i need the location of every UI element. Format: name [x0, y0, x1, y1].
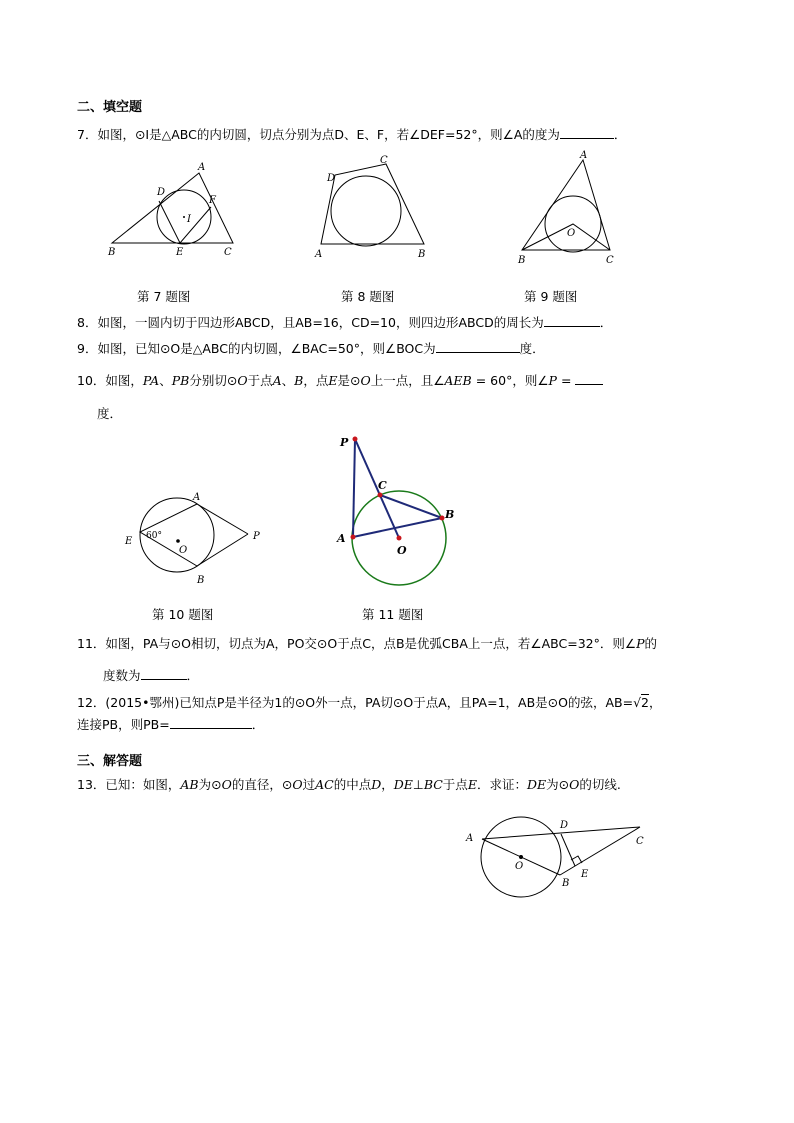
q10-math-O2: O: [360, 373, 371, 388]
fig11-label-C: C: [378, 479, 387, 492]
section-heading-fill-blank: 二、填空题: [77, 100, 143, 115]
question-8: [77, 314, 612, 331]
q13-text-2: 为⊙: [198, 777, 222, 792]
fig10-angle-60: 60°: [146, 531, 162, 541]
q10-math-B: B: [294, 373, 304, 388]
answer-blank-9[interactable]: [436, 340, 520, 353]
question-12-line2-text: 连接PB，则PB=: [77, 717, 170, 732]
fig7-label-F: F: [209, 195, 216, 206]
q13-text-6: ，: [381, 777, 394, 792]
fig11-label-B: B: [445, 508, 455, 521]
fig7-label-C: C: [224, 247, 232, 258]
answer-blank-7[interactable]: [560, 126, 614, 139]
q13-text-11: 的切线.: [579, 777, 621, 792]
q13-math-AB: AB: [180, 777, 199, 792]
figure-9-caption: 第 9 题图: [524, 289, 578, 304]
q13-math-E: E: [467, 777, 477, 792]
q13-text-8: 于点: [442, 777, 468, 792]
question-12-end: ．: [251, 717, 265, 732]
q10-math-PB: PB: [171, 373, 190, 388]
fig7-label-B: B: [108, 247, 116, 258]
question-11-end: ．: [186, 668, 200, 683]
section-heading-solve: 三、解答题: [77, 754, 143, 769]
q10-math-P: P: [548, 373, 557, 388]
question-11-tail: 的: [644, 636, 658, 651]
question-12: [77, 695, 662, 711]
question-7-end: ．: [613, 127, 627, 142]
fig10-label-O: O: [179, 545, 188, 556]
question-10-line2: 度．: [97, 406, 123, 421]
q10-text-4: 于点: [247, 373, 273, 388]
q10-text-8: 上一点，且∠: [370, 373, 445, 388]
q13-text-1: 13．已知：如图，: [77, 777, 181, 792]
fig10-label-A: A: [193, 492, 201, 503]
question-12-tail: ，: [648, 695, 662, 710]
fig11-label-A: A: [337, 532, 346, 545]
fig13-label-D: D: [560, 820, 569, 831]
fig13-label-A: A: [466, 833, 474, 844]
question-12-text: 12．(2015•鄂州)已知点P是半径为1的⊙O外一点，PA切⊙O于点A，且PA=1，AB是⊙O的弦，AB=: [77, 695, 634, 710]
fig13-label-E: E: [581, 869, 589, 880]
fig13-label-C: C: [636, 836, 644, 847]
fig8-label-B: B: [418, 249, 426, 260]
q10-text-2: 、: [159, 373, 172, 388]
figure-8-caption: 第 8 题图: [341, 289, 395, 304]
figure-11-tangent-colored: [335, 430, 460, 590]
question-11-text: 11．如图，PA与⊙O相切，切点为A，PO交⊙O于点C，点B是优弧CBA上一点，若∠ABC=32°．则∠: [77, 636, 637, 651]
q10-text-3: 分别切⊙: [189, 373, 238, 388]
q10-text-9: = 60°，则∠: [471, 373, 549, 388]
q13-math-O2: O: [292, 777, 303, 792]
q13-math-DE: DE: [393, 777, 413, 792]
question-8-text: 8．如图，一圆内切于四边形ABCD，且AB=16，CD=10，则四边形ABCD的周长为: [77, 315, 544, 330]
q10-text-7: 是⊙: [337, 373, 361, 388]
q13-math-O: O: [221, 777, 232, 792]
q10-text-10: =: [556, 373, 572, 388]
question-11-line2-text: 度数为: [103, 668, 141, 683]
q10-text-1: 10．如图，: [77, 373, 143, 388]
q11-math-P: P: [636, 636, 645, 651]
figure-10-tangents: [120, 485, 270, 590]
figure-7-incircle-triangle: [100, 160, 250, 270]
fig11-label-O: O: [397, 544, 407, 557]
question-10: [77, 372, 603, 389]
question-7-text: 7．如图，⊙I是△ABC的内切圆，切点分别为点D、E、F，若∠DEF=52°，则∠A的度为: [77, 127, 560, 142]
fig7-label-A: A: [198, 162, 206, 173]
answer-blank-8[interactable]: [544, 314, 600, 327]
question-11-line2: [103, 667, 199, 684]
fig9-label-B: B: [518, 255, 526, 266]
question-13: [77, 777, 621, 793]
fig8-label-C: C: [380, 155, 388, 166]
fig13-label-O: O: [515, 861, 524, 872]
fig7-label-I: I: [187, 214, 191, 225]
figure-7-caption: 第 7 题图: [137, 289, 191, 304]
fig7-label-E: E: [176, 247, 184, 258]
question-9-text: 9．如图，已知⊙O是△ABC的内切圆，∠BAC=50°，则∠BOC为: [77, 341, 436, 356]
fig9-label-A: A: [580, 150, 588, 161]
fig8-label-D: D: [327, 173, 336, 184]
q13-text-10: 为⊙: [546, 777, 570, 792]
q13-text-7: ⊥: [412, 777, 424, 792]
fig11-label-P: P: [340, 436, 349, 449]
answer-blank-12[interactable]: [170, 716, 252, 729]
fig10-label-P: P: [253, 531, 260, 542]
q13-math-AC: AC: [315, 777, 334, 792]
fig9-label-O: O: [567, 228, 576, 239]
q10-math-AEB: AEB: [444, 373, 472, 388]
q10-math-O: O: [237, 373, 248, 388]
q13-math-O3: O: [569, 777, 580, 792]
answer-blank-11[interactable]: [141, 667, 187, 680]
fig9-label-C: C: [606, 255, 614, 266]
figure-9-incenter-triangle: [510, 148, 625, 268]
q13-math-D: D: [371, 777, 382, 792]
q13-math-DE2: DE: [526, 777, 547, 792]
q10-math-E: E: [328, 373, 338, 388]
question-9: [77, 340, 545, 357]
question-12-line2: [77, 716, 264, 733]
q13-text-4: 过: [302, 777, 316, 792]
question-8-end: ．: [599, 315, 613, 330]
q13-math-BC: BC: [423, 777, 443, 792]
q10-text-5: 、: [281, 373, 295, 388]
q10-text-6: ，点: [303, 373, 329, 388]
fig8-label-A: A: [315, 249, 323, 260]
q10-math-PA: PA: [142, 373, 160, 388]
fig10-label-E: E: [125, 536, 133, 547]
figure-8-inscribed-quadrilateral: [310, 155, 435, 265]
question-7: [77, 126, 626, 143]
q12-sqrt-symbol: √: [633, 695, 642, 710]
q10-math-A: A: [272, 373, 282, 388]
fig13-label-B: B: [562, 878, 570, 889]
figure-13-diameter-tangent: [460, 810, 660, 910]
question-9-end: 度．: [519, 341, 545, 356]
q13-text-9: ．求证：: [476, 777, 527, 792]
question-11: [77, 636, 657, 652]
fig7-label-D: D: [157, 187, 166, 198]
figure-10-caption: 第 10 题图: [152, 607, 214, 622]
q13-text-5: 的中点: [333, 777, 372, 792]
figure-11-caption: 第 11 题图: [362, 607, 424, 622]
q12-sqrt-value: 2: [641, 695, 649, 710]
fig10-label-B: B: [197, 575, 205, 586]
q13-text-3: 的直径，⊙: [231, 777, 293, 792]
answer-blank-10[interactable]: [575, 372, 603, 385]
